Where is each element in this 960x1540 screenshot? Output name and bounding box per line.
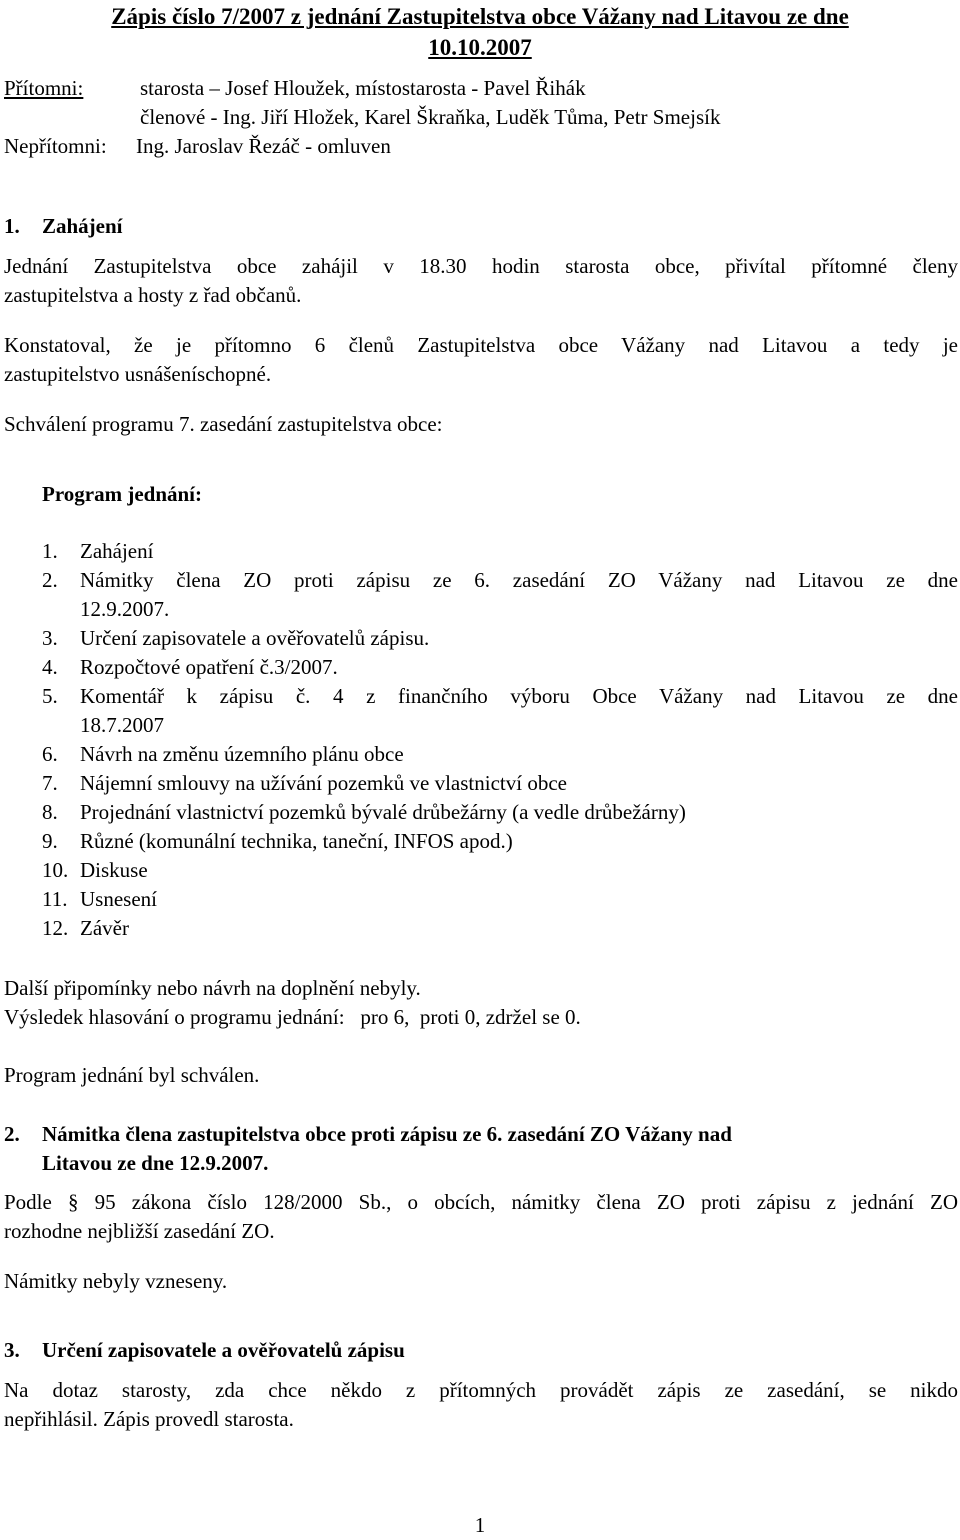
program-item-number: 9.: [42, 829, 58, 853]
section3-title: Určení zapisovatele a ověřovatelů zápisu: [42, 1338, 405, 1362]
program-item-text: Určení zapisovatele a ověřovatelů zápisu.: [80, 626, 430, 650]
section3-p1-line1: Na dotaz starosty, zda chce někdo z přítomných provádět zápis ze zasedání, se nikdo: [4, 1378, 958, 1402]
section2-number: 2.: [4, 1122, 20, 1146]
program-item-number: 2.: [42, 568, 58, 592]
program-item-number: 7.: [42, 771, 58, 795]
present-line2: členové - Ing. Jiří Hložek, Karel Škraňka, Luděk Tůma, Petr Smejsík: [140, 105, 721, 129]
program-vote-result: Výsledek hlasování o programu jednání: pro 6, proti 0, zdržel se 0.: [4, 1005, 581, 1029]
section1-p1-line2: zastupitelstva a hosty z řad občanů.: [4, 283, 302, 307]
program-item-text: Komentář k zápisu č. 4 z finančního výboru Obce Vážany nad Litavou ze dne: [80, 684, 958, 708]
program-item-number: 12.: [42, 916, 69, 940]
program-item-number: 8.: [42, 800, 58, 824]
program-item-text: Různé (komunální technika, taneční, INFOS apod.): [80, 829, 513, 853]
section2-p1-line2: rozhodne nejbližší zasedání ZO.: [4, 1219, 275, 1243]
program-heading: Program jednání:: [42, 482, 203, 506]
section3-heading: [4, 1336, 960, 1365]
program-item-text: Návrh na změnu územního plánu obce: [80, 742, 404, 766]
section1-p2-line2: zastupitelstvo usnášeníschopné.: [4, 362, 272, 386]
document-title-line1: Zápis číslo 7/2007 z jednání Zastupitelstva obce Vážany nad Litavou ze dne: [111, 4, 849, 29]
program-item-number: 6.: [42, 742, 58, 766]
present-label: Přítomni:: [4, 76, 84, 100]
section2-title-line1: Námitka člena zastupitelstva obce proti zápisu ze 6. zasedání ZO Vážany nad: [42, 1122, 732, 1146]
program-item-number: 11.: [42, 887, 68, 911]
program-item-text: Usnesení: [80, 887, 157, 911]
program-item-text: Závěr: [80, 916, 129, 940]
program-approved: Program jednání byl schválen.: [4, 1063, 260, 1087]
program-item-text: Projednání vlastnictví pozemků bývalé drůbežárny (a vedle drůbežárny): [80, 800, 686, 824]
program-item-text: Zahájení: [80, 539, 154, 563]
program-item-continuation: 12.9.2007.: [80, 597, 170, 621]
section3-p1-line2: nepřihlásil. Zápis provedl starosta.: [4, 1407, 294, 1431]
section1-p2-line1: Konstatoval, že je přítomno 6 členů Zastupitelstva obce Vážany nad Litavou a tedy je: [4, 333, 958, 357]
section2-p1-line1: Podle § 95 zákona číslo 128/2000 Sb., o obcích, námitky člena ZO proti zápisu z jednání ZO: [4, 1190, 958, 1214]
program-item-number: 10.: [42, 858, 69, 882]
absent-label: Nepřítomni:: [4, 134, 107, 158]
absent-row: [4, 132, 960, 161]
section1-number: 1.: [4, 214, 20, 238]
section1-approval: Schválení programu 7. zasedání zastupitelstva obce:: [4, 412, 443, 436]
program-item-number: 1.: [42, 539, 58, 563]
present-line1: starosta – Josef Hloužek, místostarosta - Pavel Řihák: [140, 76, 586, 100]
section3-number: 3.: [4, 1338, 20, 1362]
section1-title: Zahájení: [42, 214, 123, 238]
program-item-continuation: 18.7.2007: [80, 713, 164, 737]
program-item-text: Diskuse: [80, 858, 148, 882]
program-item-number: 5.: [42, 684, 58, 708]
section1-heading: [4, 212, 960, 241]
program-item-text: Námitky člena ZO proti zápisu ze 6. zasedání ZO Vážany nad Litavou ze dne: [80, 568, 958, 592]
section1-p1-line1: Jednání Zastupitelstva obce zahájil v 18.30 hodin starosta obce, přivítal přítomné členy: [4, 254, 958, 278]
present-row: [4, 74, 960, 103]
program-item-number: 3.: [42, 626, 58, 650]
page-number: 1: [474, 1513, 486, 1537]
document-title-line2: 10.10.2007: [428, 35, 532, 60]
absent-value: Ing. Jaroslav Řezáč - omluven: [136, 134, 391, 158]
program-item-text: Nájemní smlouvy na užívání pozemků ve vlastnictví obce: [80, 771, 567, 795]
section2-p2: Námitky nebyly vzneseny.: [4, 1269, 228, 1293]
section2-heading: [4, 1120, 960, 1149]
section2-title-line2: Litavou ze dne 12.9.2007.: [42, 1151, 269, 1175]
program-item-text: Rozpočtové opatření č.3/2007.: [80, 655, 338, 679]
program-item-number: 4.: [42, 655, 58, 679]
program-no-more-notes: Další připomínky nebo návrh na doplnění nebyly.: [4, 976, 421, 1000]
